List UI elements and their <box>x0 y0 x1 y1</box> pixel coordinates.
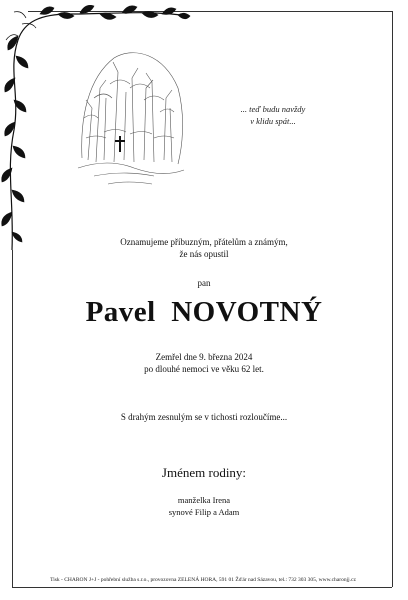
family-member: synové Filip a Adam <box>168 507 240 517</box>
quote <box>208 103 338 127</box>
death-cause-age: po dlouhé nemoci ve věku 62 let. <box>144 364 264 374</box>
frame-bottom-border <box>12 587 392 588</box>
death-info <box>0 351 408 375</box>
trees-with-cross-illustration <box>74 48 186 188</box>
farewell-text: S drahým zesnulým se v tichosti rozloučíme... <box>120 412 288 422</box>
announcement-line-1: Oznamujeme příbuzným, přátelům a známým, <box>120 237 288 247</box>
announcement-line-2: že nás opustil <box>179 249 229 259</box>
death-date: Zemřel dne 9. března 2024 <box>155 352 253 362</box>
family-member: manželka Irena <box>177 495 231 505</box>
deceased-name: Pavel NOVOTNÝ <box>85 296 323 328</box>
announcement <box>0 236 408 260</box>
salutation: pan <box>197 278 211 288</box>
quote-line-2: v klidu spát... <box>250 116 296 126</box>
family-heading: Jménem rodiny: <box>161 465 247 480</box>
footer-printer-info: Tisk - CHARON J+J - pohřební služba s.r.o., provozovna ZELENÁ HORA, 591 01 Žďár nad Sázavou, tel.: 732 303 305, www.charonjj.cz <box>50 577 356 583</box>
quote-line-1: ... teď budu navždy <box>240 104 306 114</box>
family-members <box>0 494 408 518</box>
